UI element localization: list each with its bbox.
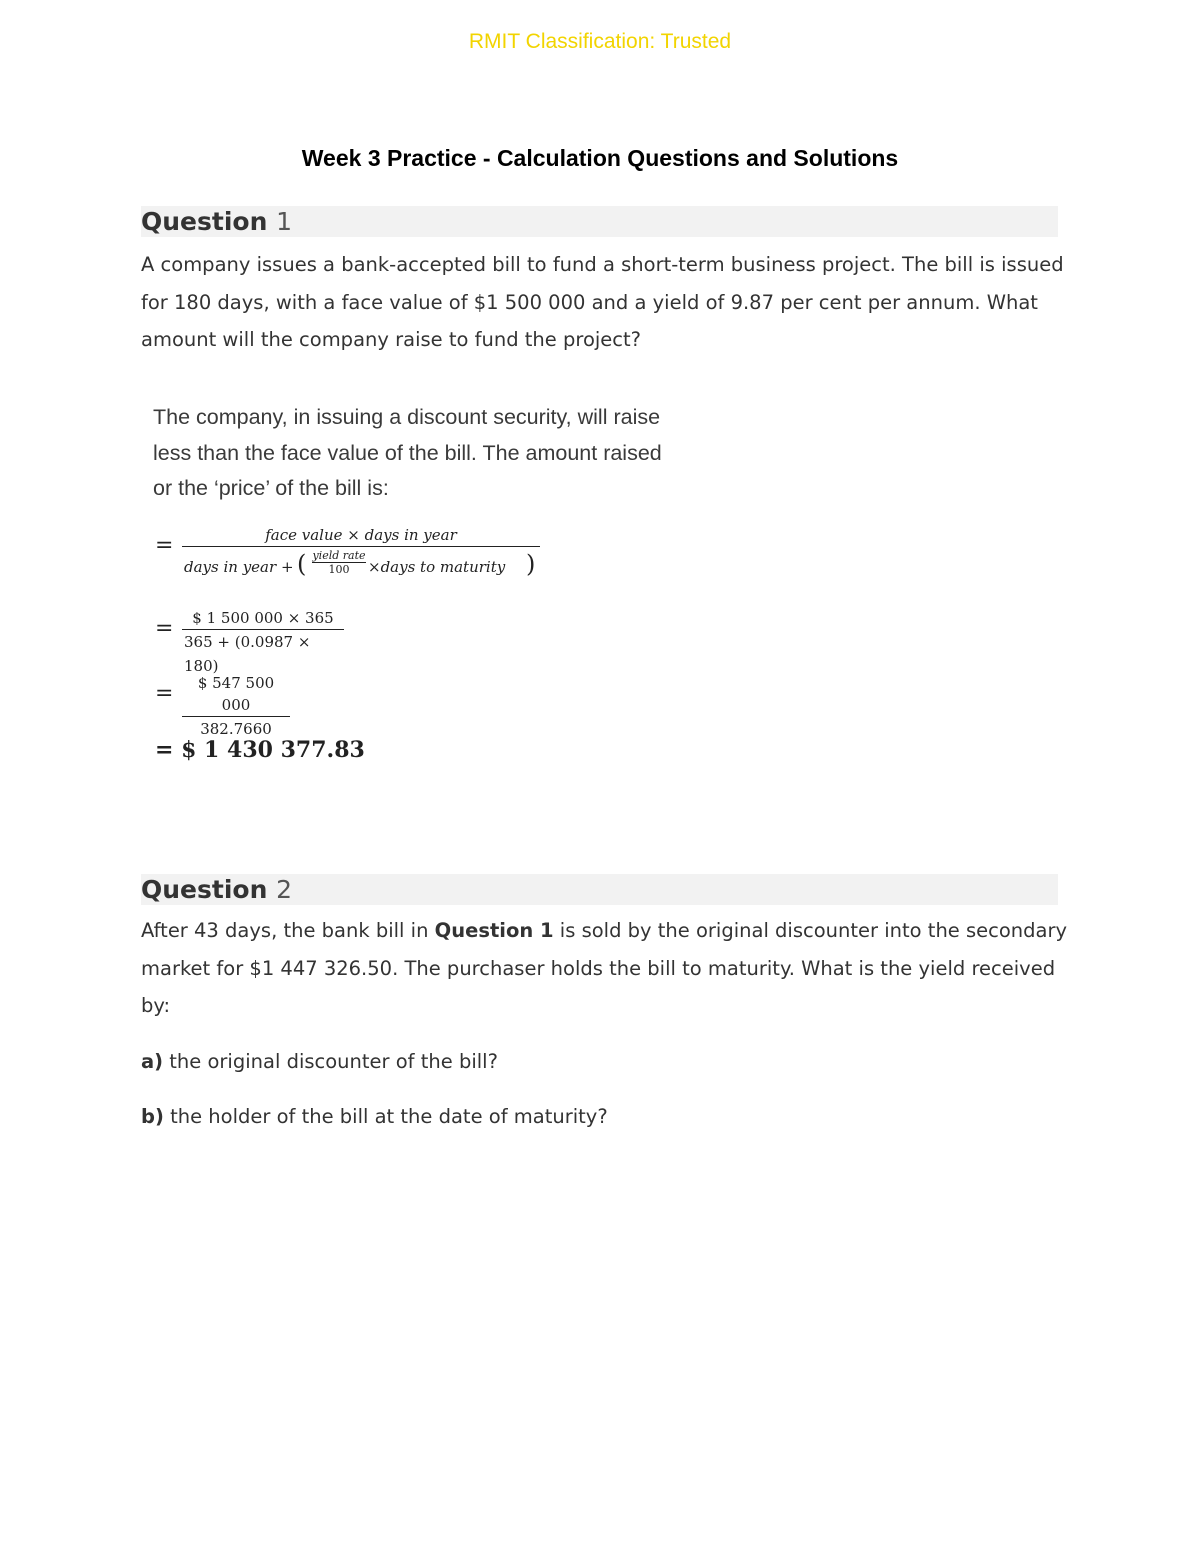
step-2-fraction [182, 672, 290, 741]
item-a-label: a) [141, 1050, 164, 1073]
formula-inner-numerator: yield rate [312, 549, 366, 562]
classification-label: RMIT Classification: Trusted [468, 30, 732, 53]
step-1-denominator: 365 + (0.0987 × 180) [184, 633, 311, 675]
solution-1-result: = $ 1 430 377.83 [155, 737, 365, 763]
question-1-text: A company issues a bank-accepted bill to fund a short-term business project. The bill is issued for 180 days, with a face value of $1 500 000 and a yield of 9.87 per cent per annum. What amount will the company raise to fund the project? [141, 253, 1064, 351]
item-b-text: the holder of the bill at the date of maturity? [170, 1105, 608, 1128]
formula-denominator [182, 547, 540, 587]
step-2-denominator: 382.7660 [200, 720, 272, 738]
question-1-label: Question [141, 207, 268, 236]
formula-denominator-left: days in year + [184, 558, 294, 576]
question-2-heading [141, 874, 1058, 905]
question-2-number: 2 [276, 875, 293, 904]
formula-inner-fraction [312, 549, 366, 577]
question-2-text-after: is sold by the original discounter into the secondary market for $1 447 326.50. The purchaser holds the bill to maturity. What is the yield received by: [141, 919, 1068, 1017]
question-2-item-b [141, 1105, 608, 1128]
formula-left-paren: ( [297, 550, 307, 578]
question-2-text-before: After 43 days, the bank bill in [141, 919, 429, 942]
formula-right-paren: ) [526, 550, 536, 578]
question-1-number: 1 [276, 207, 293, 236]
formula-inner-denominator: 100 [328, 563, 350, 576]
formula-fraction [182, 524, 540, 587]
document-title: Week 3 Practice - Calculation Questions and Solutions [301, 145, 899, 171]
question-1-heading [141, 206, 1058, 237]
question-2-label: Question [141, 875, 268, 904]
formula-numerator: face value × days in year [265, 526, 457, 544]
step-2-numerator: $ 547 500 000 [197, 674, 275, 714]
step-1-fraction [182, 607, 344, 678]
step-2-equals-sign: = [155, 681, 174, 706]
formula-denominator-right: ×days to maturity [368, 558, 506, 576]
step-1-equals-sign: = [155, 616, 174, 641]
step-1-numerator: $ 1 500 000 × 365 [192, 609, 334, 627]
item-a-text: the original discounter of the bill? [169, 1050, 498, 1073]
question-2-text [141, 912, 1071, 1025]
question-2-reference: Question 1 [434, 919, 554, 942]
formula-equals-sign: = [155, 533, 174, 558]
question-2-item-a [141, 1050, 498, 1073]
item-b-label: b) [141, 1105, 164, 1128]
solution-1-text: The company, in issuing a discount security, will raise less than the face value of the bill. The amount raised or the ‘price’ of the bill is: [153, 405, 662, 500]
